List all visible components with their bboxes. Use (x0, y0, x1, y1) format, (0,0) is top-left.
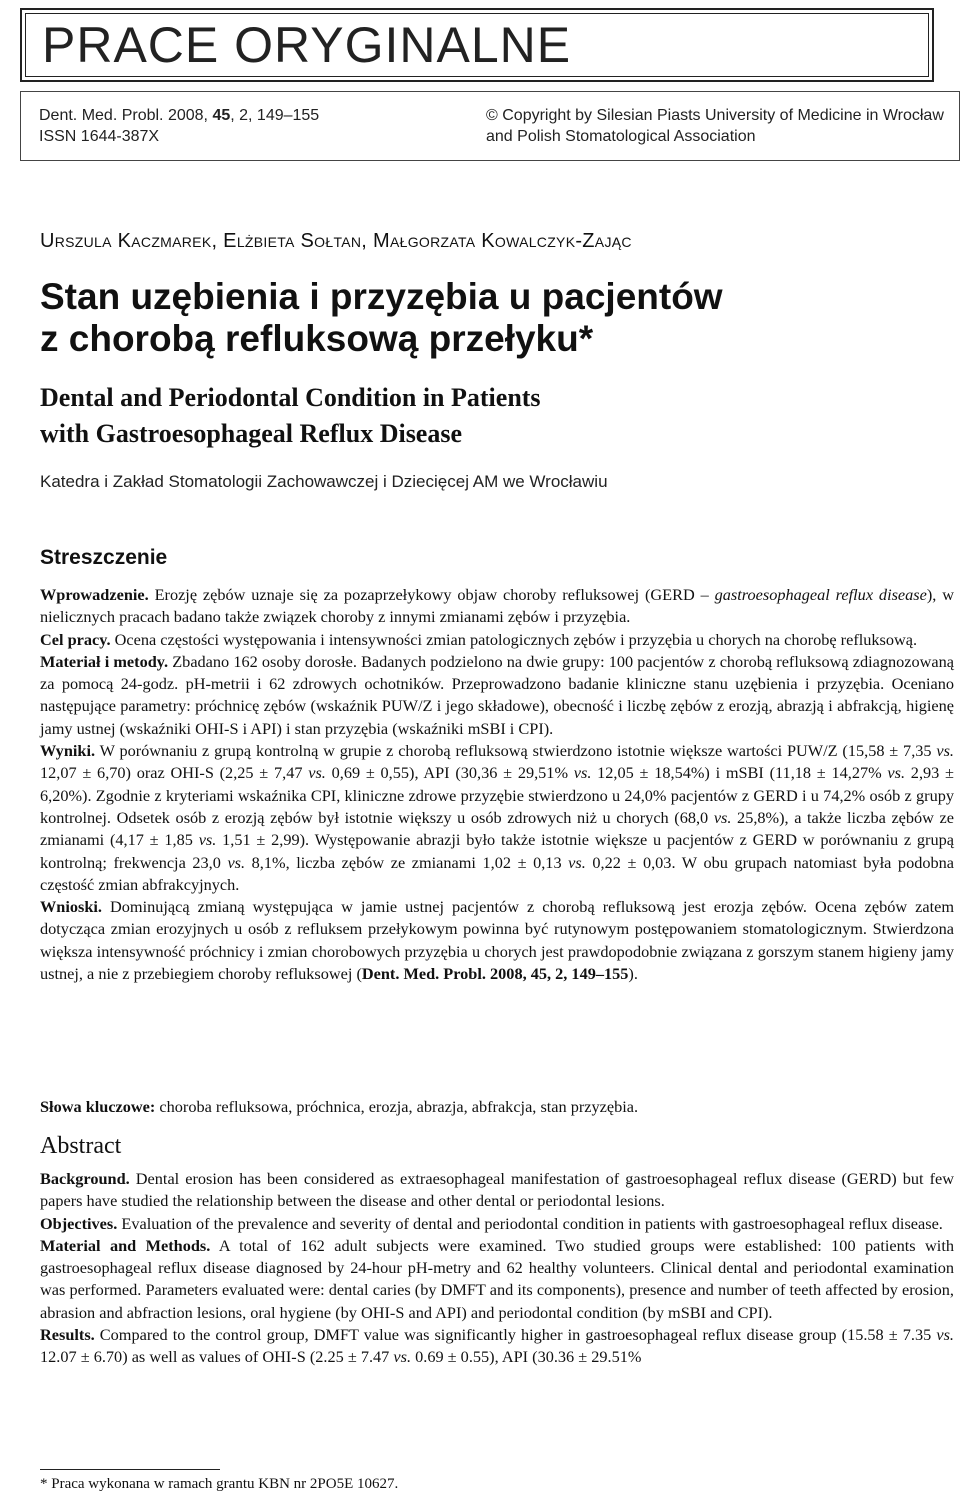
journal-issue-pages: , 2, 149–155 (230, 107, 320, 124)
vs-italic: vs. (568, 852, 586, 872)
pl-methods-label: Materiał i metody. (40, 651, 169, 671)
en-objectives-label: Objectives. (40, 1213, 118, 1233)
title-en-line-2: with Gastroesophageal Reflux Disease (40, 419, 463, 448)
pl-results-text: 25,8%), a także liczba zębów ze zmianami (4,17 ± 1,85 (40, 807, 954, 850)
vs-italic: vs. (936, 741, 954, 761)
pl-results-text: 1,51 ± 2,99). Występowanie abrazji było także istotnie większe u pacjentów z GERD w porównaniu z grupą kontrolną; frekwencja 23,0 (40, 830, 954, 872)
abstract-body (40, 1168, 954, 1369)
pl-results-text: 12,07 ± 6,70) oraz OHI-S (2,25 ± 7,47 (40, 763, 309, 783)
keywords-label: Słowa kluczowe: (40, 1097, 156, 1116)
footnote: * Praca wykonana w ramach grantu KBN nr 2PO5E 10627. (40, 1476, 399, 1492)
pl-intro-text-a: Erozję zębów uznaje się za pozaprzełykowy objaw choroby refluksowej (GERD – (148, 585, 715, 604)
vs-italic: vs. (308, 763, 326, 783)
pl-aim-paragraph (40, 629, 954, 651)
keywords-text: choroba refluksowa, próchnica, erozja, abrazja, abfrakcja, stan przyzębia. (155, 1097, 639, 1116)
pl-intro-paragraph (40, 584, 954, 629)
streszczenie-body (40, 584, 954, 985)
pl-aim-label: Cel pracy. (40, 629, 111, 649)
pl-intro-label: Wprowadzenie. (40, 585, 149, 604)
pl-results-text: 12,05 ± 18,54%) i mSBI (11,18 ± 14,27% (591, 763, 888, 783)
section-header-box (20, 8, 934, 82)
citation-reference: Dent. Med. Probl. 2008, 45, 2, 149–155 (361, 964, 629, 984)
copyright-line-2: and Polish Stomatological Association (486, 128, 756, 145)
journal-volume: 45 (212, 107, 231, 124)
keywords-line (40, 1096, 954, 1118)
en-results-text: 0.69 ± 0.55), API (30.36 ± 29.51% (411, 1347, 642, 1367)
pl-methods-text: Zbadano 162 osoby dorosłe. Badanych podzielono na dwie grupy: 100 pacjentów z chorobą refluksową zdiagnozowaną za pomocą 24-godz. pH-metrii i 62 zdrowych ochotników. Przeprowadzono badanie kliniczne stanu uzębienia i przyzębia. Oceniano następujące parametry: próchnicę zębów (wskaźnik PUW/Z i jego składowe), obecność i liczbę zębów z erozją, abrazją i abfrakcją, higienę jamy ustnej (wskaźniki OHI-S i API) i stan przyzębia (wskaźniki mSBI i CPI). (40, 651, 955, 738)
pl-conclusions-label: Wnioski. (40, 897, 102, 917)
journal-reference (39, 105, 319, 147)
vs-italic: vs. (573, 763, 592, 783)
en-results-text: Compared to the control group, DMFT value was significantly higher in gastroesophageal reflux disease group (15.58 ± 7.35 (94, 1325, 937, 1345)
pl-results-text: W porównaniu z grupą kontrolną w grupie z chorobą refluksową stwierdzono istotnie większe wartości PUW/Z (15,58 ± 7,35 (95, 741, 937, 761)
pl-results-label: Wyniki. (40, 741, 96, 761)
article-title-english (40, 380, 940, 452)
en-results-text: 12.07 ± 6.70) as well as values of OHI-S (2.25 ± 7.47 (40, 1347, 394, 1367)
pl-results-text: 2,93 ± 6,20%). Zgodnie z kryteriami wskaźnika CPI, kliniczne zdrowe przyzębie stwierdzono u 24,0% pacjentów z GERD i u 74,2% osób z grupy kontrolnej. Odsetek osób z erozją zębów był istotnie większy u osób zdrowych niż u chorych (68,0 (40, 763, 954, 827)
abstract-heading: Abstract (40, 1133, 122, 1159)
streszczenie-heading: Streszczenie (40, 546, 168, 569)
en-background-text: Dental erosion has been considered as extraesophageal manifestation of gastroesophageal reflux disease (GERD) but few papers have studied the relationship between the disease and other dental or periodontal lesions. (40, 1169, 954, 1211)
pl-results-text: 0,22 ± 0,03. W obu grupach natomiast była podobna częstość zmian abfrakcyjnych. (40, 852, 955, 894)
vs-italic: vs. (393, 1347, 412, 1367)
vs-italic: vs. (198, 830, 217, 850)
article-title-polish (40, 276, 940, 360)
en-results-label: Results. (40, 1325, 95, 1345)
vs-italic: vs. (713, 807, 732, 827)
en-methods-text: A total of 162 adult subjects were examined. Two studied groups were established: 100 patients with gastroesophageal reflux disease diagnosed by 24-hour pH-metry and 62 healthy volunteers. Clinical dental and periodontal examination was performed. Parameters evaluated were: dental caries (by DMFT and its components), presence and number of teeth affected by erosion, abrasion and abfraction lesions, oral hygiene (by OHI-S and API) and periodontal condition (by mSBI and CPI). (40, 1235, 954, 1322)
pl-results-text: 8,1%, liczba zębów ze zmianami 1,02 ± 0,13 (245, 852, 569, 872)
en-objectives-text: Evaluation of the prevalence and severity of dental and periodontal condition in patients with gastroesophageal reflux disease. (117, 1213, 943, 1233)
vs-italic: vs. (887, 763, 906, 783)
pl-aim-text: Ocena częstości występowania i intensywności zmian patologicznych zębów i przyzębia u chorych na chorobę refluksową. (110, 629, 918, 649)
footnote-divider (40, 1469, 220, 1470)
copyright-notice (486, 105, 944, 147)
journal-meta-box (20, 91, 960, 161)
journal-issn: ISSN 1644-387X (39, 128, 160, 145)
title-pl-line-1: Stan uzębienia i przyzębia u pacjentów (40, 276, 723, 317)
copyright-line-1: © Copyright by Silesian Piasts University of Medicine in Wrocław (486, 107, 944, 124)
en-results-paragraph (40, 1324, 954, 1369)
en-objectives-paragraph (40, 1213, 954, 1235)
pl-conclusions-paragraph (40, 896, 954, 985)
title-en-line-1: Dental and Periodontal Condition in Patients (40, 383, 541, 412)
pl-methods-paragraph (40, 651, 954, 740)
section-title: PRACE ORYGINALNE (42, 17, 572, 73)
en-methods-label: Material and Methods. (40, 1235, 211, 1255)
article-authors: Urszula Kaczmarek, Elżbieta Sołtan, Małgorzata Kowalczyk-Zając (40, 230, 632, 252)
pl-results-paragraph (40, 740, 954, 896)
pl-intro-italic: gastroesophageal reflux disease (714, 585, 927, 604)
pl-conclusions-text: Dominującą zmianą występująca w jamie ustnej pacjentów z chorobą refluksową jest erozja zębów. Ocena zębów zatem dotycząca zmian erozyjnych u osób z refluksem przełykowym powinna być rutynowym postępowaniem stomatologicznym. Stwierdzona większa intensywność próchnicy i zmian chorobowych przyzębia u chorych jest prawdopodobnie związana z gorszym stanem higieny jamy ustnej, a nie z przebiegiem choroby refluksowej ( (40, 897, 954, 984)
en-background-label: Background. (40, 1169, 130, 1188)
pl-intro-text-b: ), w nielicznych pracach badano także związek choroby z innymi zmianami zębów i przyzębia. (40, 585, 954, 627)
affiliation: Katedra i Zakład Stomatologii Zachowawczej i Dziecięcej AM we Wrocławiu (40, 472, 608, 491)
en-background-paragraph (40, 1168, 954, 1213)
journal-name: Dent. Med. Probl. 2008, (39, 107, 213, 124)
pl-conclusions-end: ). (628, 964, 638, 984)
title-pl-line-2: z chorobą refluksową przełyku* (40, 318, 594, 359)
vs-italic: vs. (936, 1325, 954, 1345)
pl-results-text: 0,69 ± 0,55), API (30,36 ± 29,51% (325, 763, 574, 783)
en-methods-paragraph (40, 1235, 954, 1324)
vs-italic: vs. (227, 852, 246, 872)
